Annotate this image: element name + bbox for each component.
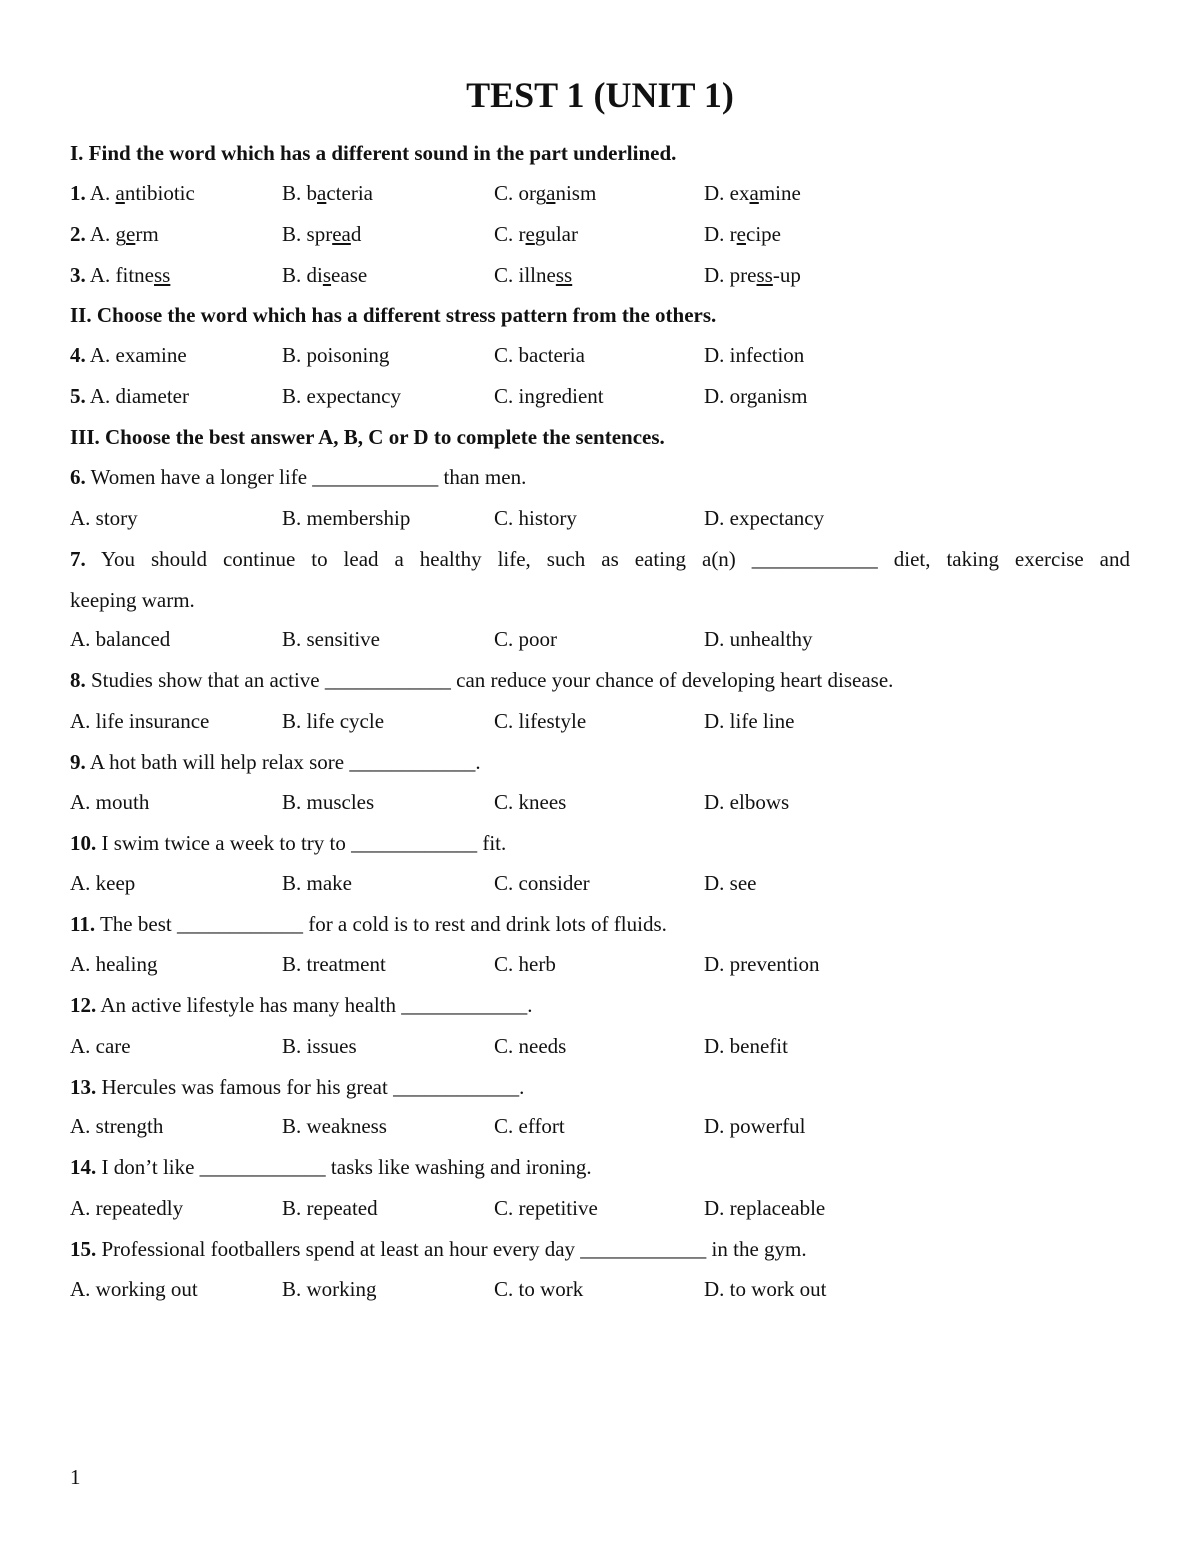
- question-15-stem: 15. Professional footballers spend at least an hour every day ____________ in the gym.: [70, 1237, 807, 1261]
- option-b: B. bacteria: [282, 181, 373, 205]
- option-b: B. spread: [282, 222, 362, 246]
- question-11-stem: 11. The best ____________ for a cold is to rest and drink lots of fluids.: [70, 912, 667, 936]
- question-8-stem: 8. Studies show that an active ____________ can reduce your chance of developing heart disease.: [70, 668, 894, 692]
- section-heading-2: II. Choose the word which has a different stress pattern from the others.: [70, 303, 717, 327]
- option-a: A. story: [70, 506, 138, 530]
- option-a: A. healing: [70, 952, 158, 976]
- option-d: D. unhealthy: [704, 627, 813, 651]
- option-a: 3. A. fitness: [70, 263, 171, 287]
- option-c: C. herb: [494, 952, 556, 976]
- option-c: C. regular: [494, 222, 578, 246]
- option-c: C. history: [494, 506, 577, 530]
- question-12-stem: 12. An active lifestyle has many health ____________.: [70, 993, 533, 1017]
- option-b: B. membership: [282, 506, 411, 530]
- option-d: D. replaceable: [704, 1196, 826, 1220]
- option-b: B. muscles: [282, 790, 375, 814]
- option-c: C. bacteria: [494, 343, 585, 367]
- option-b: B. working: [282, 1277, 377, 1301]
- question-10-stem: 10. I swim twice a week to try to ____________ fit.: [70, 831, 507, 855]
- question-7-stem-continued: keeping warm.: [70, 588, 195, 612]
- section-heading-3: III. Choose the best answer A, B, C or D to complete the sentences.: [70, 425, 665, 449]
- option-a: A. working out: [70, 1277, 198, 1301]
- option-a: 1. A. antibiotic: [70, 181, 195, 205]
- option-c: C. ingredient: [494, 384, 604, 408]
- option-c: C. consider: [494, 871, 590, 895]
- option-a: A. care: [70, 1034, 131, 1058]
- option-b: B. sensitive: [282, 627, 380, 651]
- option-a: A. keep: [70, 871, 136, 895]
- option-a: 4. A. examine: [70, 343, 187, 367]
- option-b: B. disease: [282, 263, 368, 287]
- option-b: B. poisoning: [282, 343, 390, 367]
- option-c: C. organism: [494, 181, 597, 205]
- page-title: TEST 1 (UNIT 1): [466, 75, 734, 115]
- question-9-stem: 9. A hot bath will help relax sore ____________.: [70, 750, 481, 774]
- question-7-stem: 7. You should continue to lead a healthy life, such as eating a(n) ____________ diet, taking exercise and: [70, 547, 1130, 571]
- option-b: B. expectancy: [282, 384, 401, 408]
- option-d: D. powerful: [704, 1114, 806, 1138]
- option-c: C. needs: [494, 1034, 567, 1058]
- option-a: A. balanced: [70, 627, 171, 651]
- option-d: D. prevention: [704, 952, 820, 976]
- option-b: B. treatment: [282, 952, 386, 976]
- option-c: C. poor: [494, 627, 557, 651]
- option-b: B. life cycle: [282, 709, 385, 733]
- option-b: B. repeated: [282, 1196, 378, 1220]
- option-d: D. benefit: [704, 1034, 788, 1058]
- option-d: D. examine: [704, 181, 801, 205]
- option-a: A. strength: [70, 1114, 164, 1138]
- option-d: D. life line: [704, 709, 795, 733]
- option-c: C. knees: [494, 790, 567, 814]
- option-d: D. infection: [704, 343, 805, 367]
- question-6-stem: 6. Women have a longer life ____________ than men.: [70, 465, 527, 489]
- option-d: D. press-up: [704, 263, 801, 287]
- option-d: D. recipe: [704, 222, 781, 246]
- option-c: C. illness: [494, 263, 573, 287]
- option-d: D. elbows: [704, 790, 790, 814]
- option-d: D. organism: [704, 384, 808, 408]
- option-a: A. mouth: [70, 790, 150, 814]
- option-c: C. effort: [494, 1114, 565, 1138]
- option-d: D. expectancy: [704, 506, 825, 530]
- option-a: 5. A. diameter: [70, 384, 189, 408]
- option-c: C. to work: [494, 1277, 584, 1301]
- option-a: A. repeatedly: [70, 1196, 184, 1220]
- page-number: 1: [70, 1465, 81, 1489]
- question-14-stem: 14. I don’t like ____________ tasks like washing and ironing.: [70, 1155, 592, 1179]
- option-c: C. lifestyle: [494, 709, 587, 733]
- option-a: A. life insurance: [70, 709, 210, 733]
- option-b: B. weakness: [282, 1114, 387, 1138]
- option-c: C. repetitive: [494, 1196, 598, 1220]
- option-b: B. make: [282, 871, 352, 895]
- option-d: D. see: [704, 871, 757, 895]
- section-heading-1: I. Find the word which has a different sound in the part underlined.: [70, 141, 677, 165]
- option-d: D. to work out: [704, 1277, 827, 1301]
- question-13-stem: 13. Hercules was famous for his great ____________.: [70, 1075, 525, 1099]
- option-a: 2. A. germ: [70, 222, 159, 246]
- option-b: B. issues: [282, 1034, 357, 1058]
